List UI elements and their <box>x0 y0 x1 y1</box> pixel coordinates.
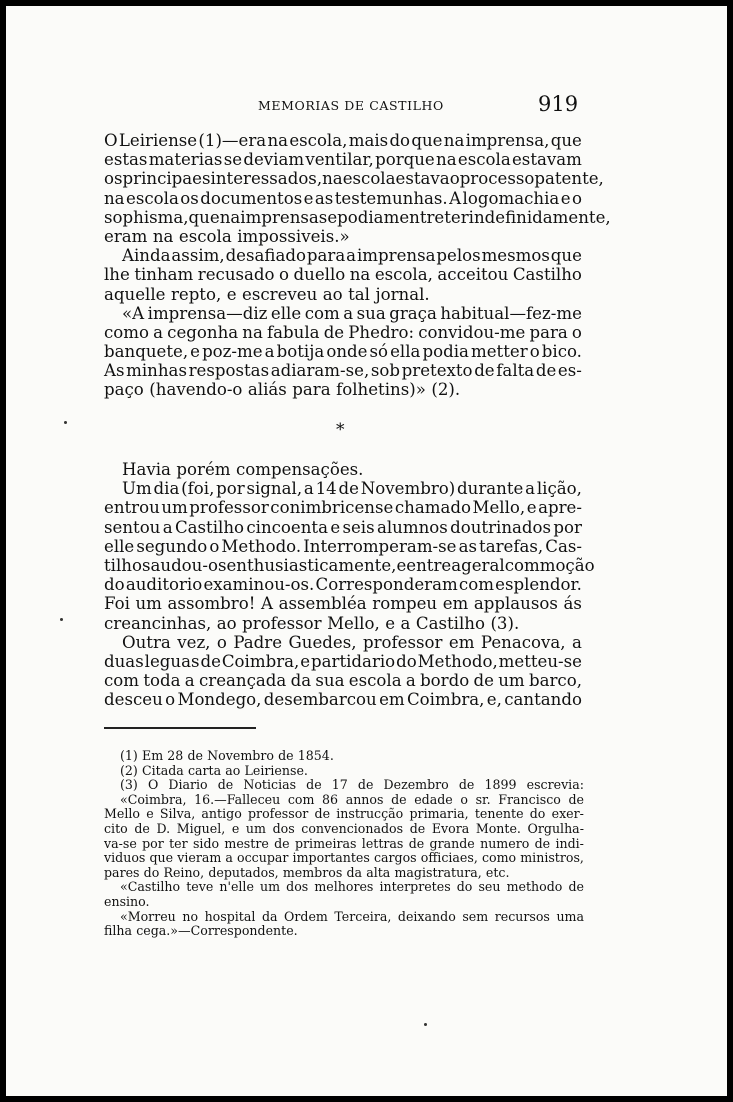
footnote-line: (3) O Diario de Noticias de 17 de Dezembro de 1899 escrevia: <box>120 777 584 793</box>
running-title: MEMORIAS DE CASTILHO <box>258 98 444 113</box>
body-top-line: como a cegonha na fabula de Phedro: convidou-me para o <box>104 322 582 342</box>
body-text-bottom <box>104 460 595 710</box>
body-top-line: aquelle repto, e escreveu ao tal jornal. <box>104 284 430 304</box>
page-header <box>6 94 727 124</box>
body-top-line: As minhas respostas adiaram-se, sob pretexto de falta de es- <box>104 361 582 381</box>
body-top-line: eram na escola impossiveis.» <box>104 226 350 246</box>
footnote-line: (1) Em 28 de Novembro de 1854. <box>120 748 334 763</box>
body-bottom-line: tilho saudou-os enthusiasticamente, e entre a geral commoção <box>104 555 595 575</box>
body-bottom-line: desceu o Mondego, desembarcou em Coimbra, e, cantando <box>104 690 582 710</box>
body-bottom-line: Havia porém compensações. <box>122 460 364 479</box>
footnote-line: Mello e Silva, antigo professor de instrucção primaria, tenente do exer- <box>104 806 584 822</box>
body-top-line: Ainda assim, desafiado para a imprensa pelos mesmos que <box>122 246 582 266</box>
body-text-top <box>104 131 611 400</box>
body-bottom-line: elle segundo o Methodo. Interromperam-se as tarefas, Cas- <box>104 536 582 556</box>
body-top-line: na escola os documentos e as testemunhas. A logomachia e o <box>104 188 582 208</box>
body-bottom-line: com toda a creançada da sua escola a bordo de um barco, <box>104 671 582 691</box>
footnote-line: filha cega.»—Correspondente. <box>104 923 298 939</box>
body-top-line: paço (havendo-o aliás para folhetins)» (2). <box>104 380 461 400</box>
body-top-line: O Leiriense (1)—era na escola, mais do que na imprensa, que <box>104 131 582 150</box>
body-top-line: os principaes interessados, na escola estava o processo patente, <box>104 169 604 189</box>
body-bottom-line: Outra vez, o Padre Guedes, professor em Penacova, a <box>122 632 582 652</box>
body-bottom-line: do auditorio examinou-os. Corresponderam com esplendor. <box>104 575 582 595</box>
footnote-line: va-se por ter sido mestre de primeiras lettras de grande numero de indi- <box>104 835 584 851</box>
footnote-rule <box>104 727 256 729</box>
body-bottom-line: creancinhas, ao professor Mello, e a Castilho (3). <box>104 613 520 633</box>
page-number: 919 <box>538 92 579 116</box>
body-bottom-line: duas leguas de Coimbra, e partidario do Methodo, metteu-se <box>104 651 582 671</box>
footnote-line: ensino. <box>104 893 150 909</box>
footnote-line: pares do Reino, deputados, membros da alta magistratura, etc. <box>104 864 510 880</box>
body-top-line: estas materias se deviam ventilar, porque na escola estavam <box>104 150 582 170</box>
body-top-line: «A imprensa—diz elle com a sua graça habitual—fez-me <box>122 303 582 323</box>
body-top-line: banquete, e poz-me a botija onde só ella podia metter o bico. <box>104 342 582 362</box>
footnotes <box>104 749 584 939</box>
footnote-line: cito de D. Miguel, e um dos convencionados de Evora Monte. Orgulha- <box>104 820 584 836</box>
body-bottom-line: Um dia (foi, por signal, a 14 de Novembro) durante a lição, <box>122 479 582 499</box>
body-top-line: sophisma, que na imprensa se podiam entreter indefinidamente, <box>104 207 611 227</box>
section-separator: * <box>336 420 345 440</box>
footnote-line: «Castilho teve n'elle um dos melhores interpretes do seu methodo de <box>120 879 584 895</box>
footnote-line: «Morreu no hospital da Ordem Terceira, deixando sem recursos uma <box>120 908 584 924</box>
body-bottom-line: sentou a Castilho cincoenta e seis alumnos doutrinados por <box>104 517 582 537</box>
footnote-line: viduos que vieram a occupar importantes cargos officiaes, como ministros, <box>104 850 584 866</box>
body-top-line: lhe tinham recusado o duello na escola, acceitou Castilho <box>104 265 582 285</box>
body-bottom-line: Foi um assombro! A assembléa rompeu em applausos ás <box>104 594 582 614</box>
footnote-line: (2) Citada carta ao Leiriense. <box>120 762 308 778</box>
book-page <box>6 6 727 1096</box>
body-bottom-line: entrou um professor conimbricense chamado Mello, e apre- <box>104 498 582 518</box>
footnote-line: «Coimbra, 16.—Falleceu com 86 annos de edade o sr. Francisco de <box>120 791 584 807</box>
